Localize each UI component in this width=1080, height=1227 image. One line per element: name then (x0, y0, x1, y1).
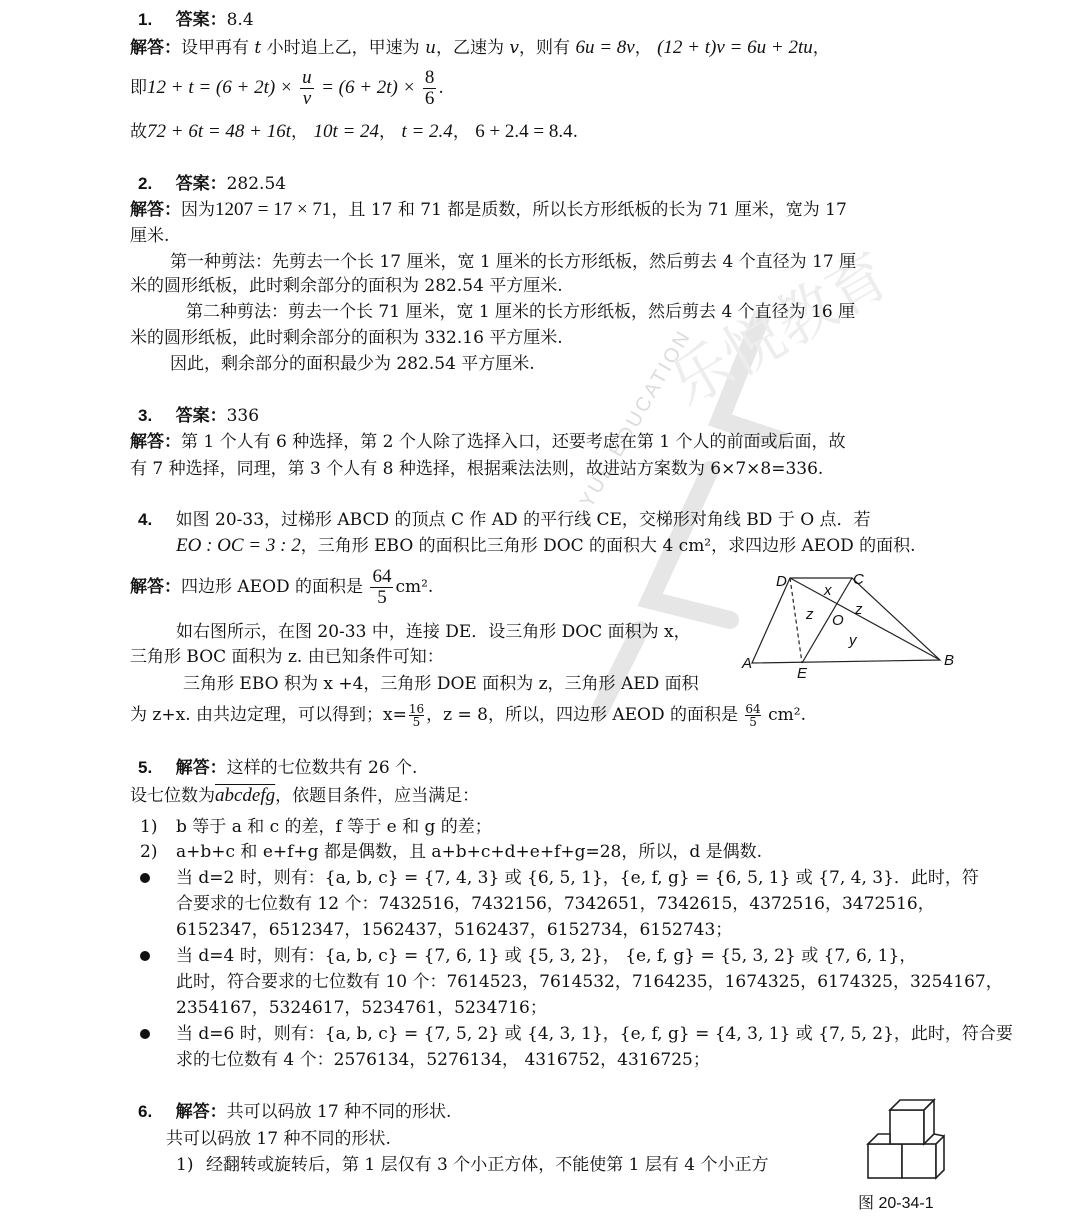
q1-equation-7: t = 2.4 (401, 121, 453, 142)
q1-text: ，则有 (519, 38, 571, 58)
q1-text: 小时追上乙，甲速为 (266, 38, 420, 58)
q1-var-u: u (425, 38, 437, 58)
q5-cond2: a+b+c 和 e+f+g 都是偶数，且 a+b+c+d+e+f+g=28，所以，d 是偶数. (176, 842, 763, 862)
q6-cubes-figure (866, 1092, 946, 1182)
q2-text: ，且 17 和 71 都是质数，所以长方形纸板的长为 71 厘米，宽为 17 (331, 200, 847, 220)
watermark-cn-text: 乐悦教育 (658, 239, 902, 421)
q5-solution-label: 解答： (175, 758, 227, 777)
q1-equation-2: (12 + t)v = 6u + 2tu (657, 37, 813, 58)
q1-number: 1. (138, 10, 153, 29)
fig-label-b: B (944, 652, 955, 669)
cube-bottom-left (868, 1144, 902, 1178)
q3-answer-label: 答案： (175, 406, 227, 425)
cube-bottom-side (936, 1136, 944, 1178)
q5-number: 5. (138, 758, 153, 777)
q5-case1-line2: 合要求的七位数有 12 个：7432516，7432156，7342651，7342615，4372516，3472516， (176, 894, 935, 914)
q4-frac-num: 64 (745, 702, 761, 716)
q1-frac-den: v (302, 88, 312, 109)
q4-text: ，z = 8，所以，四边形 AEOD 的面积是 (426, 705, 739, 725)
q5-text: 设七位数为 (130, 786, 215, 806)
cube-edge (934, 1134, 944, 1136)
q5-header (138, 756, 417, 780)
fig-label-o: O (832, 612, 844, 629)
q4-answer-text: 四边形 AEOD 的面积是 (181, 577, 364, 597)
q1-solution-line2 (130, 66, 444, 110)
q4-frac-num: 16 (408, 702, 425, 716)
q4-text: 为 z+x. 由共边定理，可以得到；x= (130, 705, 407, 725)
q3-text: 第 1 个人有 6 种选择，第 2 个人除了选择入口，还要考虑在第 1 个人的前面或后面，故 (181, 432, 846, 452)
q1-sep: ， (379, 122, 397, 142)
q3-number: 3. (138, 406, 153, 425)
q3-answer-value: 336 (226, 406, 260, 426)
q4-problem-text: 如图 20-33，过梯形 ABCD 的顶点 C 作 AD 的平行线 CE，交梯形对角线 BD 于 O 点．若 (175, 510, 871, 530)
q2-header (138, 172, 286, 196)
q3-header (138, 404, 259, 428)
q5-intro (130, 784, 479, 808)
q2-equation: 1207 = 17 × 71 (215, 199, 332, 220)
q4-frac-den: 5 (749, 715, 757, 729)
q2-line4: 米的圆形纸板，此时剩余部分的面积为 282.54 平方厘米. (130, 276, 563, 296)
q1-text: 即 (130, 78, 147, 98)
q4-problem-line1 (138, 508, 871, 532)
q6-line2: 经翻转或旋转后，第 1 层仅有 3 个小正方体，不能使第 1 层有 4 个小正方 (206, 1155, 769, 1175)
q3-solution-label: 解答： (130, 432, 181, 451)
q4-number: 4. (138, 510, 153, 529)
fig-label-d: D (776, 573, 787, 590)
fig-label-c: C (853, 571, 864, 588)
q4-line4 (130, 700, 806, 730)
q1-frac-num: u (302, 67, 312, 88)
q6-solution-label: 解答： (175, 1102, 227, 1121)
q1-equation-5: 72 + 6t = 48 + 16t (147, 121, 292, 142)
q1-solution-line3 (130, 120, 578, 144)
q1-solution-label: 解答： (130, 38, 181, 57)
q5-case2-line1: 当 d=4 时，则有：{a, b, c} = {7, 6, 1} 或 {5, 3, 2}， {e, f, g} = {5, 3, 2} 或 {7, 6, 1}， (176, 946, 917, 966)
q4-unit: cm². (768, 705, 806, 725)
q1-sep: ， (452, 122, 470, 142)
q1-sep: ， (634, 38, 652, 58)
q5-case1-line3: 6152347，6512347，1562437，5162437，6152734，6152743； (176, 920, 733, 940)
q4-frac-den: 5 (412, 715, 421, 729)
q4-line1: 如右图所示，在图 20-33 中，连接 DE．设三角形 DOC 面积为 x， (176, 622, 691, 642)
q1-answer-value: 8.4 (226, 10, 254, 30)
fig-label-x: x (824, 582, 832, 599)
q5-number-var: abcdefg (215, 785, 276, 806)
q5-case2-line2: 此时，符合要求的七位数有 10 个：7614523，7614532，7164235，1674325，6174325，3254167， (176, 972, 1003, 992)
q4-frac-den: 5 (377, 587, 387, 608)
q2-solution-label: 解答： (130, 200, 181, 219)
q1-text: 故 (130, 122, 147, 142)
q4-result-fraction (745, 703, 760, 728)
q5-case1-line1: 当 d=2 时，则有：{a, b, c} = {7, 4, 3} 或 {6, 5, 1}，{e, f, g} = {6, 5, 1} 或 {7, 4, 3}．此时，符 (176, 868, 979, 888)
q1-period: . (572, 122, 579, 142)
q1-solution-line1 (130, 36, 830, 60)
line-de (790, 578, 802, 663)
q1-fraction-8-6 (423, 68, 437, 109)
fig-label-z-left: z (806, 606, 814, 623)
q4-answer-line (130, 562, 433, 612)
watermark-en-text: YUE EDUCATION (575, 325, 696, 512)
q1-answer-label: 答案： (175, 10, 227, 29)
q5-text: ，依题目条件，应当满足： (275, 786, 480, 806)
fig-label-y: y (849, 632, 857, 649)
q2-number: 2. (138, 174, 153, 193)
q1-equation-1: 6u = 8v (575, 37, 635, 58)
q1-equation-6: 10t = 24 (313, 121, 380, 142)
q2-line3: 第一种剪法：先剪去一个长 17 厘米，宽 1 厘米的长方形纸板，然后剪去 4 个直径为 17 厘 (170, 252, 857, 272)
fig-label-e: E (797, 665, 808, 682)
q5-case2-line3: 2354167，5324617，5234761，5234716； (176, 998, 547, 1018)
q2-line6: 米的圆形纸板，此时剩余部分的面积为 332.16 平方厘米. (130, 328, 563, 348)
q1-sep: ， (291, 122, 309, 142)
q4-unit: cm². (395, 577, 434, 597)
q4-problem-text: ，三角形 EBO 的面积比三角形 DOC 的面积大 4 cm²，求四边形 AEOD 的面积. (300, 536, 916, 556)
q2-answer-value: 282.54 (226, 174, 287, 194)
q1-text: 设甲再有 (181, 38, 249, 58)
q1-header (138, 8, 254, 32)
q2-line1 (130, 198, 847, 222)
cube-bottom-top-face (868, 1134, 890, 1144)
q1-var-t: t (254, 38, 262, 58)
q1-fraction-u-v (300, 68, 314, 109)
q6-figure-caption: 图 20-34-1 (858, 1195, 934, 1212)
q6-line2-num: 1) (176, 1155, 194, 1175)
bullet-icon (140, 873, 150, 883)
q5-answer-text: 这样的七位数共有 26 个. (226, 758, 418, 778)
q4-line3: 三角形 EBO 积为 x +4，三角形 DOE 面积为 z，三角形 AED 面积 (183, 674, 699, 694)
q4-trapezoid-figure (730, 568, 960, 678)
q6-line1: 共可以码放 17 种不同的形状. (166, 1129, 391, 1149)
q2-text: 因为 (181, 200, 215, 220)
fig-label-a: A (742, 655, 753, 672)
q2-answer-label: 答案： (175, 174, 227, 193)
q1-equation-4: = (6 + 2t) × (321, 77, 416, 98)
q5-cond1-num: 1) (140, 817, 158, 837)
q5-cond2-num: 2) (140, 842, 158, 862)
cube-top-front (890, 1110, 924, 1144)
q5-case3-line2: 求的七位数有 4 个：2576134，5276134， 4316752，4316725； (176, 1050, 710, 1070)
trapezoid-outline (752, 578, 940, 663)
q4-problem-line2 (176, 534, 916, 558)
cube-bottom-right (902, 1144, 936, 1178)
q3-line2: 有 7 种选择，同理，第 3 个人有 8 种选择，根据乘法法则，故进站方案数为 6×7×8=336. (130, 459, 824, 479)
q1-frac-den: 6 (424, 88, 435, 109)
q2-line5: 第二种剪法：剪去一个长 71 厘米，宽 1 厘米的长方形纸板，然后剪去 4 个直径为 16 厘 (186, 302, 856, 322)
q5-cond1: b 等于 a 和 c 的差，f 等于 e 和 g 的差； (176, 817, 492, 837)
q6-answer-text: 共可以码放 17 种不同的形状. (226, 1102, 452, 1122)
bullet-icon (140, 951, 150, 961)
q4-ratio: EO : OC = 3 : 2 (176, 535, 301, 556)
q1-sep: ， (812, 38, 830, 58)
q1-period: . (438, 78, 444, 98)
q3-line1 (130, 430, 846, 454)
q4-x-fraction (409, 703, 424, 728)
bullet-icon (140, 1029, 150, 1039)
q6-number: 6. (138, 1102, 153, 1121)
q2-line7: 因此，剩余部分的面积最少为 282.54 平方厘米. (170, 354, 535, 374)
fig-label-z-right: z (855, 601, 863, 618)
q4-frac-num: 64 (372, 566, 392, 587)
q2-line2: 厘米. (130, 226, 170, 246)
q1-frac-num: 8 (424, 67, 435, 88)
q4-solution-label: 解答： (130, 577, 181, 596)
q1-text: ，乙速为 (436, 38, 505, 58)
q6-header (138, 1100, 451, 1124)
q4-line2: 三角形 BOC 面积为 z. 由已知条件可知： (130, 647, 444, 667)
q1-equation-3: 12 + t = (6 + 2t) × (147, 77, 293, 98)
q5-case3-line1: 当 d=6 时，则有：{a, b, c} = {7, 5, 2} 或 {4, 3, 1}，{e, f, g} = {4, 3, 1} 或 {7, 5, 2}，此时，符合要 (176, 1024, 1013, 1044)
q1-equation-8: 6 + 2.4 = 8.4 (475, 121, 573, 142)
q1-var-v: v (509, 38, 520, 58)
q4-answer-fraction (370, 567, 393, 608)
